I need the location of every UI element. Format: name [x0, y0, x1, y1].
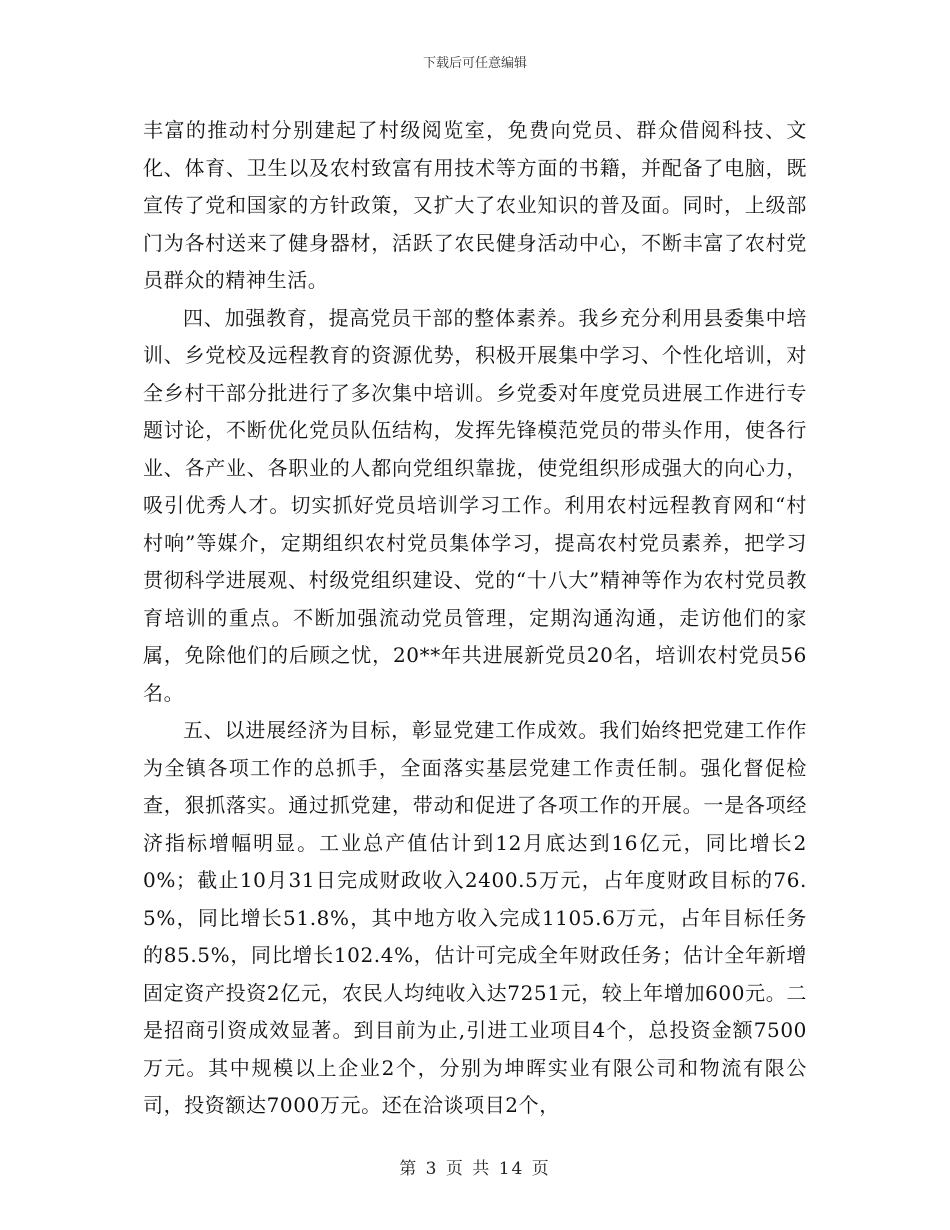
document-body: [143, 112, 807, 1125]
paragraph-section-five: 五、以进展经济为目标，彰显党建工作成效。我们始终把党建工作作为全镇各项工作的总抓手，全面落实基层党建工作责任制。强化督促检查，狠抓落实。通过抓党建，带动和促进了各项工作的开展。一是各项经济指标增幅明显。工业总产值估计到12月底达到16亿元，同比增长20%；截止10月31日完成财政收入2400.5万元，占年度财政目标的76.5%，同比增长51.8%，其中地方收入完成1105.6万元，占年目标任务的85.5%，同比增长102.4%，估计可完成全年财政任务；估计全年新增固定资产投资2亿元，农民人均纯收入达7251元，较上年增加600元。二是招商引资成效显著。到目前为止,引进工业项目4个，总投资金额7500万元。其中规模以上企业2个，分别为坤晖实业有限公司和物流有限公司，投资额达7000万元。还在洽谈项目2个，: [143, 718, 807, 1117]
paragraph-section-four: 四、加强教育，提高党员干部的整体素养。我乡充分利用县委集中培训、乡党校及远程教育的资源优势，积极开展集中学习、个性化培训，对全乡村干部分批进行了多次集中培训。乡党委对年度党员进展工作进行专题讨论，不断优化党员队伍结构，发挥先锋模范党员的带头作用，使各行业、各产业、各职业的人都向党组织靠拢，使党组织形成强大的向心力，吸引优秀人才。切实抓好党员培训学习工作。利用农村远程教育网和“村村响”等媒介，定期组织农村党员集体学习，提高农村党员素养，把学习贯彻科学进展观、村级党组织建设、党的“十八大”精神等作为农村党员教育培训的重点。不断加强流动党员管理，定期沟通沟通，走访他们的家属，免除他们的后顾之忧，20**年共进展新党员20名，培训农村党员56名。: [143, 305, 807, 705]
page-number-footer: 第 3 页 共 14 页: [399, 1159, 551, 1179]
paragraph-continuation: 丰富的推动村分别建起了村级阅览室，免费向党员、群众借阅科技、文化、体育、卫生以及农村致富有用技术等方面的书籍，并配备了电脑，既宣传了党和国家的方针政策，又扩大了农业知识的普及面。同时，上级部门为各村送来了健身器材，活跃了农民健身活动中心，不断丰富了农村党员群众的精神生活。: [143, 118, 807, 292]
page-header: 下载后可任意编辑: [422, 56, 527, 71]
